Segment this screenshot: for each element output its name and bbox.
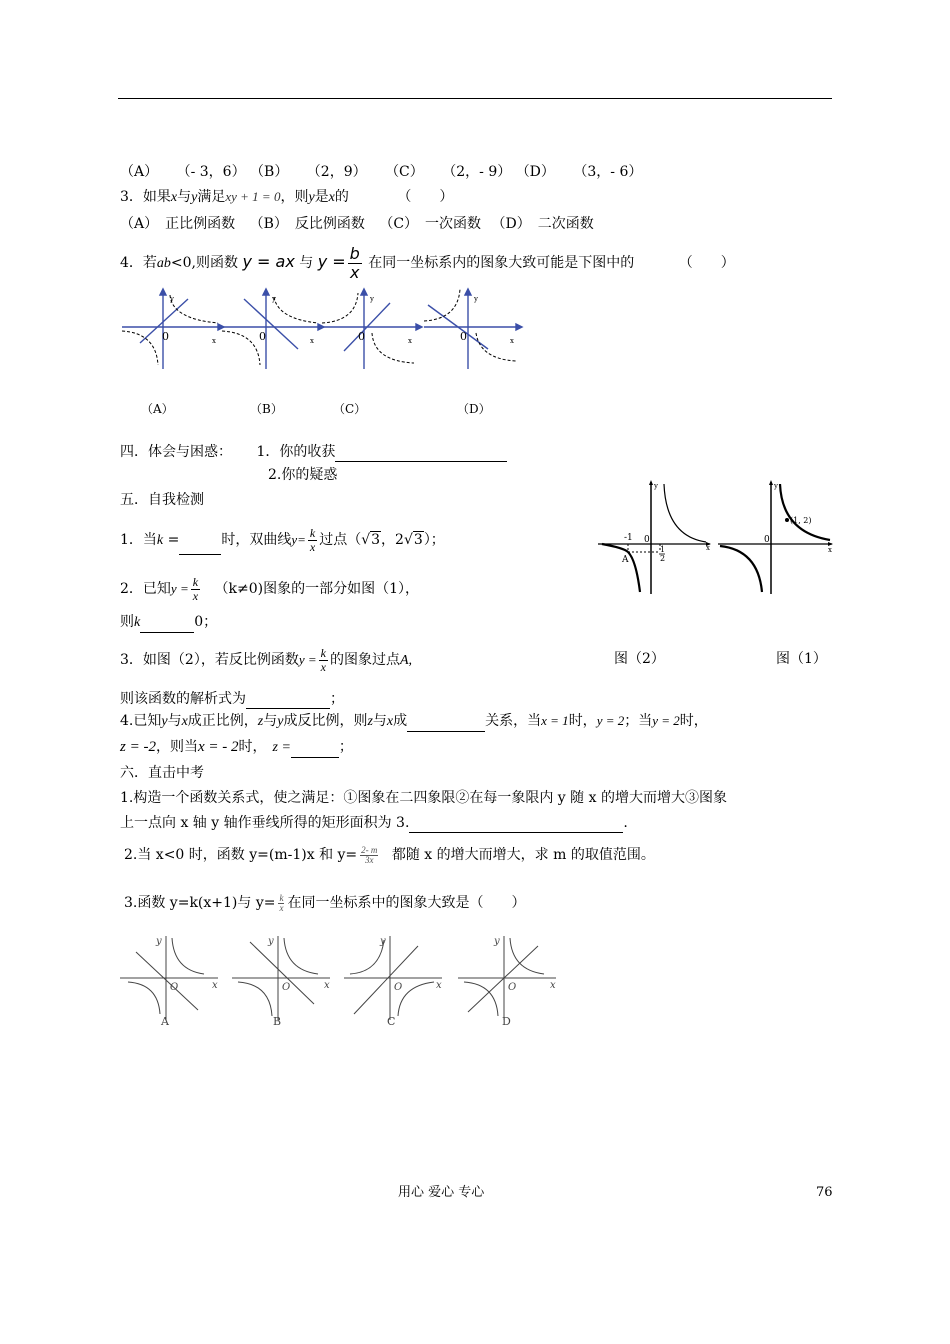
s5-q3-fraction [319,647,328,674]
s5-q4-t7: 成 [393,713,408,729]
fig1-x-label: x [828,546,832,554]
s5-q2-fraction [191,576,200,603]
option-b-label: （B） [250,164,289,180]
q3-option-d: （D） 二次函数 [491,216,594,232]
q3-option-c: （C） 一次函数 [379,216,482,232]
s5-q3-line2 [120,689,344,709]
figures-1-2 [594,476,836,596]
s6-b-origin: O [282,982,291,993]
q3-options [120,214,594,234]
s5-q4-z-eq: z = [272,740,291,755]
fig2-x-label: x [706,544,710,552]
s5-q1-den: x [309,539,316,554]
footer-motto: 用心 爱心 专心 [398,1185,485,1200]
section-4-item-2: 2.你的疑惑 [268,467,338,483]
s6-q1-line2-text: 上一点向 x 轴 y 轴作垂线所得的矩形面积为 3. [120,815,410,831]
s5-q1-sqrt-1: √3 [361,532,381,548]
s5-q4-t8: 关系，当 [485,713,542,729]
figure-2 [598,480,711,594]
s5-q4-t2: 与 [167,713,182,729]
q4-graph-d [424,289,522,369]
s5-q3-point-a: A, [399,653,413,668]
option-a-value: （- 3，6） [176,164,246,180]
s6-d-x: x [550,980,556,991]
s6-q2-den: 3x [365,854,374,865]
q4-b-x-label: x [310,337,314,345]
header-rule [118,98,832,99]
s5-question-3 [120,646,412,675]
s6-caption-a: A [161,1015,169,1028]
s5-q4-x: x [181,714,188,729]
q4-cond: ab [156,256,171,271]
q4-c-x-label: x [408,337,412,345]
s6-a-y: y [156,936,162,947]
q4-with: 与 [299,255,314,271]
s5-q4-line2-t1: ，则当 [155,739,198,755]
s6-caption-b: B [273,1015,282,1028]
s5-q1-radicand-1: 3 [371,532,381,548]
s6-q2-prefix: 2.当 x<0 时，函数 y=(m-1)x 和 y= [124,847,358,863]
s6-q3-num: k [279,892,284,903]
fig1-y-label: y [774,482,778,490]
s5-q1-pass: 过点（ [319,532,362,548]
s5-q4-z: z [257,714,264,729]
s5-q4-t4: 与 [263,713,278,729]
figure-1 [718,480,833,594]
s5-q4-relation-blank[interactable] [407,717,485,732]
s5-q2-den: x [192,588,199,603]
s6-q2-suffix: 都随 x 的增大而增大，求 m 的取值范围。 [391,847,655,863]
s5-q1-mid: 时，双曲线 [221,532,292,548]
fig1-origin: 0 [764,535,770,545]
s5-question-4 [120,711,708,732]
q4-b-y-label: y [272,295,276,303]
s5-q1-end: ）； [423,532,445,548]
s5-q2-prefix: 2．已知 [120,581,171,597]
question-3 [120,187,453,208]
s5-q1-num: k [309,525,316,540]
q4-func2-lhs: y = [317,252,346,271]
q4-caption-c: （C） [333,402,367,416]
s6-caption-c: C [387,1015,396,1028]
s5-q2-num: k [192,574,199,589]
s6-c-origin: O [394,982,403,993]
q4-c-origin: 0 [358,330,365,343]
q4-caption-b: （B） [250,402,283,416]
s5-q4-yeq2: y = 2 [652,713,680,728]
option-d-value: （3，- 6） [573,164,643,180]
s5-q2-cond: （k≠0)图象的一部分如图（1）， [214,581,419,597]
q4-a-y-label: y [170,295,174,303]
fig2-y-label: y [654,482,658,490]
q4-answer-paren: （ ） [678,255,735,271]
s6-graph-b [232,936,330,1020]
s6-q1-line1: 1.构造一个函数关系式，使之满足：①图象在二四象限②在每一象限内 y 随 x 的增大而增大③图象 [120,790,727,806]
q3-answer-paren: （ ） [397,189,454,205]
q3-and: 与 [177,189,192,205]
s5-q1-sqrt-2: √3 [403,532,423,548]
s5-q2-blank[interactable] [140,618,194,633]
s5-q4-zeq: z = -2 [120,739,156,755]
s6-graph-d [458,936,556,1020]
s5-q4-z-blank[interactable] [291,743,339,758]
q4-a-origin: 0 [162,330,169,343]
s6-question-2 [124,842,655,868]
s6-q3-den: x [279,902,284,913]
s6-b-y: y [268,936,274,947]
q3-y2: y [308,190,315,205]
s5-q4-t11: 时， [679,713,708,729]
s6-q3-suffix: 在同一坐标系中的图象大致是（ ） [287,895,526,911]
s5-q1-eq: = [167,532,180,548]
s6-q2-fraction [360,846,378,865]
s5-q1-radicand-2: 3 [413,532,423,548]
section-4 [120,442,507,462]
s5-q4-t6: 与 [372,713,387,729]
q4-d-y-label: y [474,295,478,303]
section-5-title: 五．自我检测 [120,492,204,508]
s5-q1-y: y= [291,532,306,547]
s6-c-x: x [436,980,442,991]
s5-q3-num: k [320,645,326,660]
q3-of: 的 [334,189,349,205]
q3-option-a: （A） 正比例函数 [120,216,236,232]
q4-a-x-label: x [212,337,216,345]
section-4-title: 四．体会与困惑： [120,444,232,460]
q3-y: y [191,190,198,205]
s6-q1-line2 [120,813,628,833]
s5-q4-y2: y [277,714,284,729]
q4-d-origin: 0 [460,330,467,343]
s6-q3-prefix: 3.函数 y=k(x+1)与 y= [124,895,276,911]
q3-satisfy: 满足 [197,189,226,205]
s5-q1-prefix: 1．当 [120,532,157,548]
q2-options [120,162,642,182]
option-b-value: （2，9） [306,164,367,180]
s6-q3-graphs [118,930,568,1030]
s6-q1-blank[interactable] [409,818,623,833]
option-a-label: （A） [120,164,159,180]
q4-func2-num: b [349,243,360,263]
s5-q4-t9: 时， [568,713,597,729]
s5-q4-t10: ；当 [624,713,653,729]
figure-1-caption: 图（1） [776,651,827,667]
s5-q4-xeq: x = 1 [541,713,569,728]
s6-graph-c [344,936,442,1020]
q4-c-y-label: y [370,295,374,303]
option-d-label: （D） [515,164,555,180]
q3-then: ，则 [280,189,309,205]
q4-b-origin: 0 [259,330,266,343]
q4-caption-d: （D） [457,402,491,416]
s5-q2-y: y = [170,581,189,596]
figure-2-caption: 图（2） [614,651,665,667]
s5-q4-xeq2: x = - 2 [197,739,239,755]
q4-suffix: 在同一坐标系内的图象大致可能是下图中的 [368,255,635,271]
option-c-value: （2，- 9） [442,164,512,180]
q4-func2-den: x [350,262,360,282]
q4-func1: y = ax [242,252,295,271]
s6-caption-d: D [502,1015,511,1028]
page-number: 76 [816,1185,833,1200]
q3-prefix: 3．如果 [120,189,171,205]
q4-graphs [118,285,528,375]
s5-q4-t5: 成反比例，则 [283,713,368,729]
s6-q3-fraction [278,894,284,913]
s6-q1-end: . [623,815,628,831]
q3-is: 是 [314,189,329,205]
fig2-half-num: 1 [660,545,666,554]
harvest-blank[interactable] [335,447,507,462]
s6-graph-a [120,936,218,1020]
q3-equation: xy + 1 = 0 [225,189,281,204]
s5-q2-end: 0； [194,614,218,630]
s5-q3-line2-text: 则该函数的解析式为 [120,691,246,707]
fig2-origin: 0 [644,535,650,545]
s6-a-origin: O [170,982,179,993]
q3-x: x [170,190,178,205]
s6-b-x: x [324,980,330,991]
s5-question-2 [120,575,419,603]
s5-q3-prefix: 3．如图（2），若反比例函数 [120,652,299,668]
s6-q2-num: 2- m [361,844,378,855]
question-4 [120,244,735,282]
s5-q1-k: k [156,533,164,548]
s5-q4-z2: z [367,714,373,729]
s5-q2-then: 则 [120,614,134,630]
q3-option-b: （B） 反比例函数 [249,216,365,232]
s5-q4-t3: 成正比例， [187,713,258,729]
s5-q2-k: k [134,615,141,630]
fig2-neg1-label: -1 [624,533,633,543]
s5-q2-line2 [120,612,217,633]
s6-a-x: x [212,980,218,991]
s6-question-3 [124,890,525,916]
s5-q4-yeq: y = 2 [596,713,625,728]
section-4-item-1: 1．你的收获 [256,444,336,460]
s5-q4-line2-t2: 时， [238,739,267,755]
option-c-label: （C） [385,164,424,180]
s6-d-y: y [494,936,500,947]
q4-caption-a: （A） [141,402,174,416]
q4-prefix: 4．若 [120,255,157,271]
s5-q3-y: y = [298,652,317,667]
q3-x2: x [328,190,335,205]
s5-q1-comma: ，2 [381,532,404,548]
s5-q1-fraction [308,527,317,554]
s5-q4-x2: x [386,714,394,729]
s5-question-1 [120,526,445,555]
s5-q3-line2-end: ； [330,691,344,707]
fig2-half-den: 2 [660,554,666,563]
q4-cond2: <0,则函数 [170,255,239,271]
s6-c-y: y [380,936,386,947]
s5-q4-line2-end: ； [338,739,353,755]
s5-q3-den: x [320,659,326,674]
s5-q4-y: y [161,714,168,729]
s5-q4-line2 [120,737,353,758]
fig1-point-label: (1, 2) [790,516,812,525]
s5-q1-blank[interactable] [179,540,221,555]
s5-q3-suffix: 的图象过点 [329,652,400,668]
fig2-point-a-label: A [622,555,629,565]
q4-func2-fraction [348,245,362,282]
q4-d-x-label: x [510,337,514,345]
s5-q3-blank[interactable] [246,694,330,709]
s5-q4-t1: 4.已知 [120,713,162,729]
s6-d-origin: O [508,982,517,993]
section-6-title: 六．直击中考 [120,765,204,781]
